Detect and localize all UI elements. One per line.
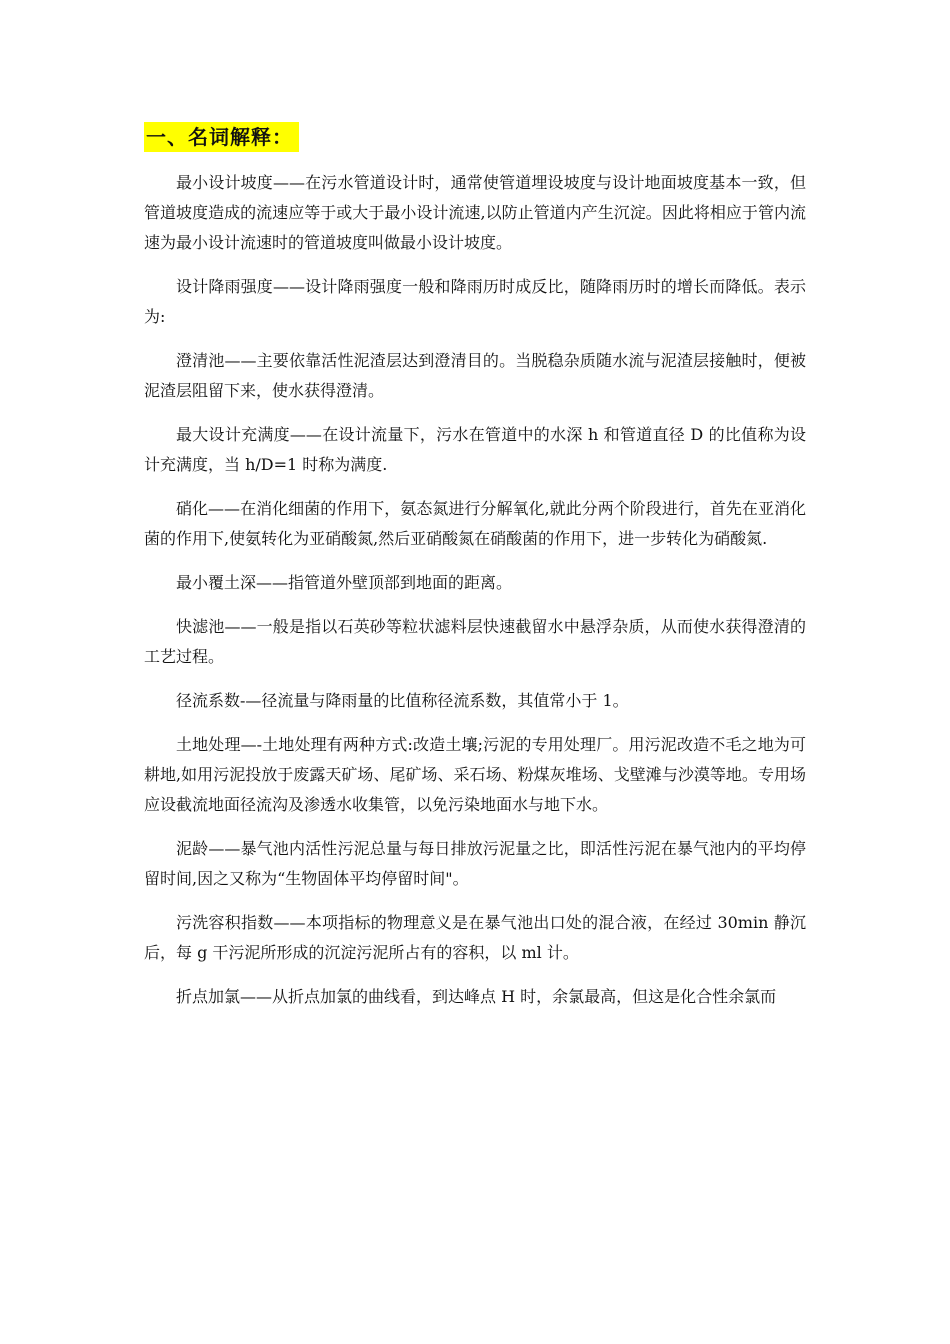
definition-paragraph: 泥龄——暴气池内活性污泥总量与每日排放污泥量之比，即活性污泥在暴气池内的平均停留时间,因之又称为“生物固体平均停留时间"。 (144, 839, 806, 888)
section-heading: 一、名词解释： (144, 122, 299, 152)
definition-paragraph: 土地处理—-土地处理有两种方式:改造土壤;污泥的专用处理厂。用污泥改造不毛之地为可耕地,如用污泥投放于废露天矿场、尾矿场、采石场、粉煤灰堆场、戈壁滩与沙漠等地。专用场应设截流地面径流沟及渗透水收集管，以免污染地面水与地下水。 (144, 735, 806, 814)
definition-paragraph: 径流系数-—径流量与降雨量的比值称径流系数，其值常小于 1。 (176, 691, 629, 710)
definition-paragraph: 污洗容积指数——本项指标的物理意义是在暴气池出口处的混合液，在经过 30min 静沉后，每 g 干污泥所形成的沉淀污泥所占有的容积，以 ml 计。 (144, 913, 806, 962)
definition-paragraph: 最大设计充满度——在设计流量下，污水在管道中的水深 h 和管道直径 D 的比值称为设计充满度，当 h/D=1 时称为满度. (144, 425, 806, 474)
definition-paragraph: 最小覆土深——指管道外壁顶部到地面的距离。 (176, 573, 513, 592)
definition-paragraph: 澄清池——主要依靠活性泥渣层达到澄清目的。当脱稳杂质随水流与泥渣层接触时，便被泥渣层阻留下来，使水获得澄清。 (144, 351, 806, 400)
definition-paragraph: 折点加氯——从折点加氯的曲线看，到达峰点 H 时，余氯最高，但这是化合性余氯而 (176, 987, 777, 1006)
definitions-body (144, 168, 806, 1026)
definition-paragraph: 设计降雨强度——设计降雨强度一般和降雨历时成反比，随降雨历时的增长而降低。表示为: (144, 277, 806, 326)
definition-paragraph: 硝化——在消化细菌的作用下，氨态氮进行分解氧化,就此分两个阶段进行，首先在亚消化菌的作用下,使氨转化为亚硝酸氮,然后亚硝酸氮在硝酸菌的作用下，进一步转化为硝酸氮. (144, 499, 806, 548)
definition-paragraph: 快滤池——一般是指以石英砂等粒状滤料层快速截留水中悬浮杂质，从而使水获得澄清的工艺过程。 (144, 617, 806, 666)
definition-paragraph: 最小设计坡度——在污水管道设计时，通常使管道埋设坡度与设计地面坡度基本一致，但管道坡度造成的流速应等于或大于最小设计流速,以防止管道内产生沉淀。因此将相应于管内流速为最小设计流速时的管道坡度叫做最小设计坡度。 (144, 173, 806, 252)
